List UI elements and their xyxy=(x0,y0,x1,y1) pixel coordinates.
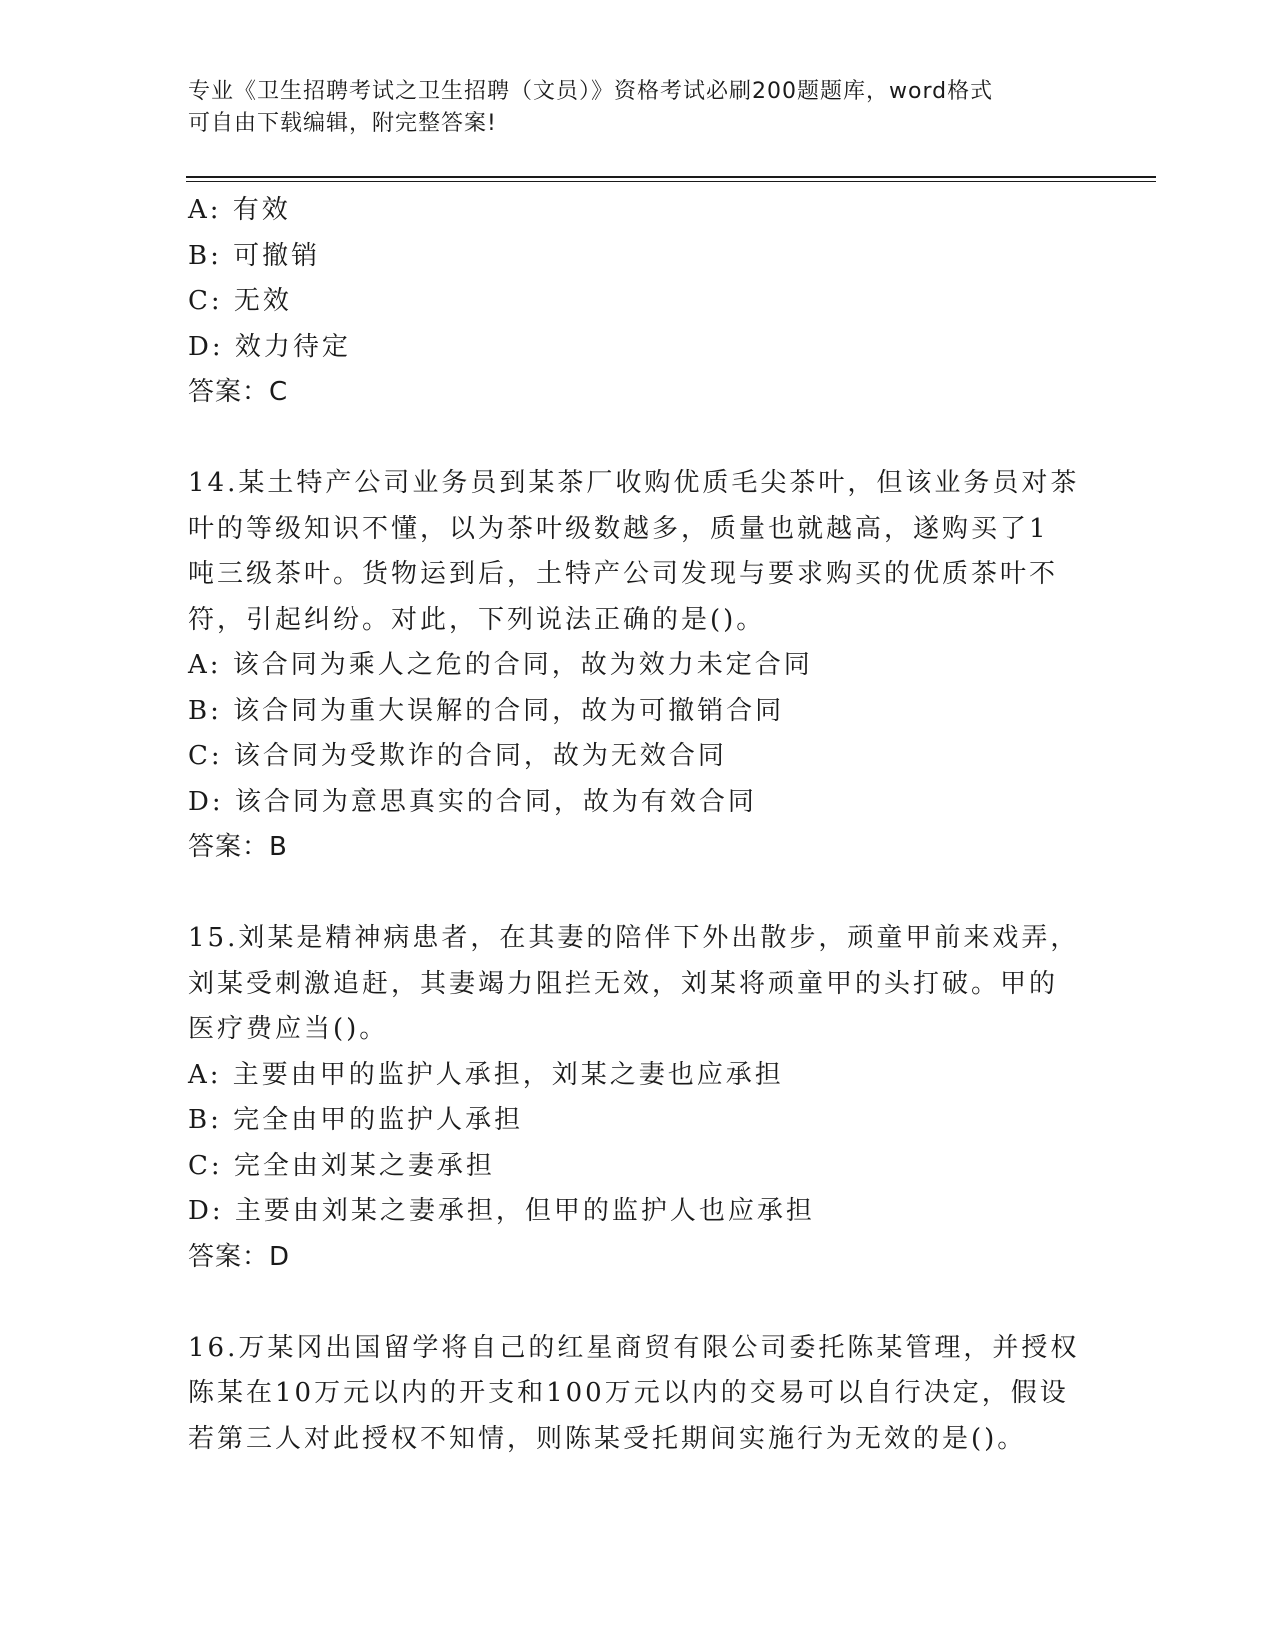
header-divider-thick xyxy=(186,176,1156,178)
question-stem-line: 陈某在10万元以内的开支和100万元以内的交易可以自行决定，假设 xyxy=(188,1378,1069,1408)
header-line-1: 专业《卫生招聘考试之卫生招聘（文员）》资格考试必刷200题题库，word格式 xyxy=(188,79,994,104)
spacer xyxy=(188,1280,1088,1326)
spacer xyxy=(188,416,1088,462)
question-16 xyxy=(188,1326,1088,1463)
option-d: D: 主要由刘某之妻承担，但甲的监护人也应承担 xyxy=(188,1196,815,1226)
question-stem-line: 刘某受刺激追赶，其妻竭力阻拦无效，刘某将顽童甲的头打破。甲的 xyxy=(188,968,1059,999)
question-stem-line: 符，引起纠纷。对此，下列说法正确的是()。 xyxy=(188,604,766,635)
question-content xyxy=(188,188,1088,1462)
question-stem-line: 15.刘某是精神病患者，在其妻的陪伴下外出散步，顽童甲前来戏弄， xyxy=(188,923,1080,953)
question-stem-line: 吨三级茶叶。货物运到后，土特产公司发现与要求购买的优质茶叶不 xyxy=(188,559,1059,589)
question-stem-line: 14.某土特产公司业务员到某茶厂收购优质毛尖茶叶，但该业务员对茶 xyxy=(188,468,1080,498)
question-stem-line: 叶的等级知识不懂，以为茶叶级数越多，质量也就越高，遂购买了1 xyxy=(188,513,1049,544)
question-stem-line: 若第三人对此授权不知情，则陈某受托期间实施行为无效的是()。 xyxy=(188,1423,1027,1454)
question-15 xyxy=(188,916,1088,1280)
option-c: C: 该合同为受欺诈的合同，故为无效合同 xyxy=(188,741,727,771)
option-c: C: 无效 xyxy=(188,286,292,316)
option-c: C: 完全由刘某之妻承担 xyxy=(188,1150,495,1181)
question-stem-line: 医疗费应当()。 xyxy=(188,1014,389,1044)
option-b: B: 可撤销 xyxy=(188,240,321,271)
answer: 答案：B xyxy=(188,832,288,862)
option-d: D: 该合同为意思真实的合同，故为有效合同 xyxy=(188,786,757,817)
question-14 xyxy=(188,461,1088,871)
document-header xyxy=(188,76,1088,140)
option-b: B: 完全由甲的监护人承担 xyxy=(188,1105,524,1135)
header-divider-thin xyxy=(186,181,1156,182)
question-stem-line: 16.万某冈出国留学将自己的红星商贸有限公司委托陈某管理，并授权 xyxy=(188,1332,1080,1363)
option-a: A: 有效 xyxy=(188,195,291,225)
question-13 xyxy=(188,188,1088,416)
option-d: D: 效力待定 xyxy=(188,331,351,362)
option-b: B: 该合同为重大误解的合同，故为可撤销合同 xyxy=(188,695,785,726)
answer: 答案：C xyxy=(188,377,289,407)
option-a: A: 该合同为乘人之危的合同，故为效力未定合同 xyxy=(188,650,813,680)
spacer xyxy=(188,871,1088,917)
answer: 答案：D xyxy=(188,1241,291,1272)
header-line-2: 可自由下载编辑，附完整答案! xyxy=(188,111,497,136)
option-a: A: 主要由甲的监护人承担，刘某之妻也应承担 xyxy=(188,1059,784,1090)
